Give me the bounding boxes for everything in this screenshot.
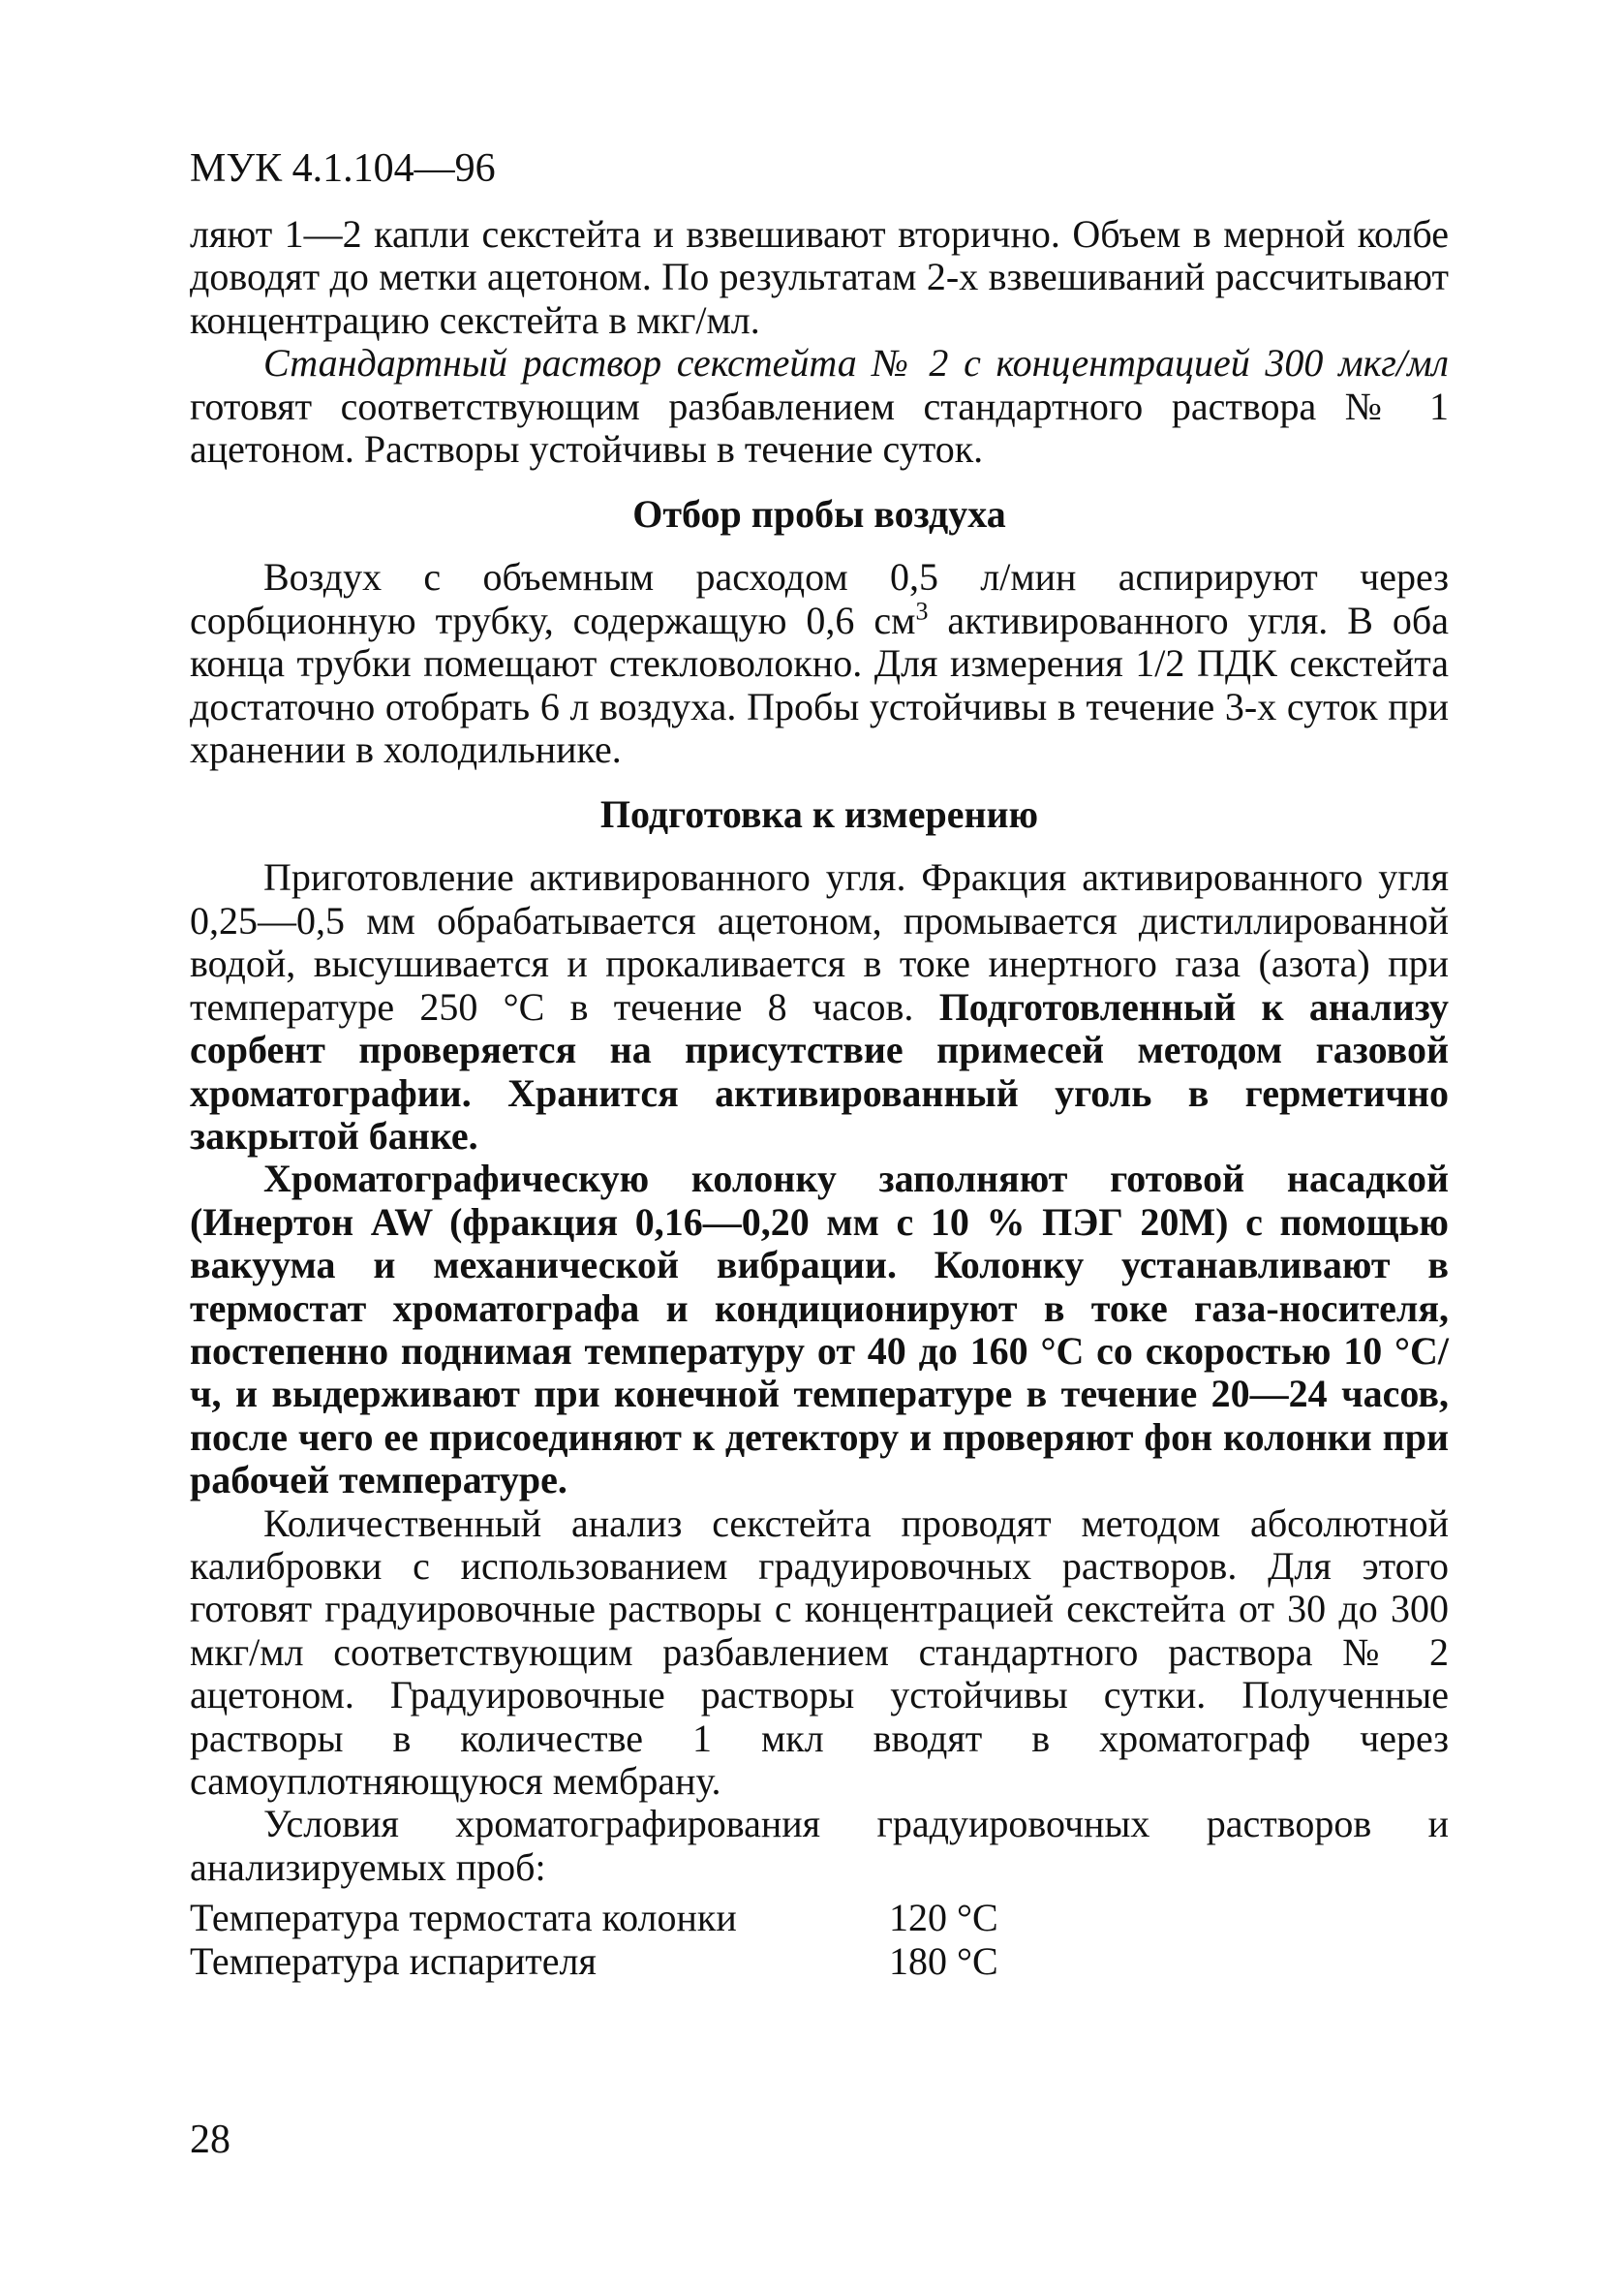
- condition-name: Температура испарителя: [190, 1938, 597, 1983]
- condition-row: [190, 1897, 1449, 1939]
- document-page: [190, 145, 1449, 1983]
- chromatography-conditions-table: [190, 1897, 1449, 1983]
- cubic-superscript: 3: [915, 597, 929, 626]
- sampling-text-start: Воздух с объемным расходом 0,5 л/мин аспирируют через сорбционную трубку, содержащую 0,6 см: [190, 555, 1449, 642]
- standard-solution-title: Стандартный раствор секстейта № 2 с концентрацией 300 мкг/мл: [263, 341, 1449, 386]
- preparation-paragraph-1: [190, 856, 1449, 1158]
- sorbent-check-text: Подготовленный к анализу сорбент проверяется на присутствие примесей методом газовой хроматографии. Хранится активированный уголь в герметично закрытой банке.: [190, 984, 1449, 1158]
- sampling-text-end: активированного угля. В оба конца трубки помещают стекловолокно. Для измерения 1/2 ПДК секстейта достаточно отобрать 6 л воздуха. Пробы устойчивы в течение 3-х суток при хранении в холодильнике.: [190, 598, 1449, 772]
- condition-value: 180 °С: [889, 1938, 998, 1983]
- standard-solution-text: готовят соответствующим разбавлением стандартного раствора № 1 ацетоном. Растворы устойчивы в течение суток.: [190, 384, 1449, 472]
- page-number: 28: [190, 2118, 230, 2162]
- condition-value: 120 °С: [889, 1896, 998, 1940]
- conditions-intro-paragraph: Условия хроматографирования градуировочных растворов и анализируемых проб:: [190, 1802, 1449, 1889]
- column-preparation-paragraph: Хроматографическую колонку заполняют готовой насадкой (Инертон AW (фракция 0,16—0,20 мм с 10 % ПЭГ 20М) с помощью вакуума и механической вибрации. Колонку устанавливают в термостат хроматографа и кондиционируют в токе газа-носителя, постепенно поднимая температуру от 40 до 160 °С со скоростью 10 °С/ч, и выдерживают при конечной температуре в течение 20—24 часов, после чего ее присоединяют к детектору и проверяют фон колонки при рабочей температуре.: [190, 1157, 1449, 1502]
- condition-name: Температура термостата колонки: [190, 1896, 737, 1940]
- charcoal-preparation-text: Приготовление активированного угля. Фракция активированного угля 0,25—0,5 мм обрабатывается ацетоном, промывается дистиллированной водой, высушивается и прокаливается в токе инертного газа (азота) при температуре 250 °С в течение 8 часов.: [190, 855, 1449, 1029]
- intro-paragraph-2: [190, 342, 1449, 471]
- condition-row: [190, 1940, 1449, 1983]
- section-heading-sampling: Отбор пробы воздуха: [632, 492, 1006, 537]
- sampling-paragraph: [190, 556, 1449, 771]
- document-code-header: МУК 4.1.104—96: [190, 146, 496, 191]
- calibration-paragraph: Количественный анализ секстейта проводят методом абсолютной калибровки с использованием градуировочных растворов. Для этого готовят градуировочные растворы с концентрацией секстейта от 30 до 300 мкг/мл соответствующим разбавлением стандартного раствора № 2 ацетоном. Градуировочные растворы устойчивы сутки. Полученные растворы в количестве 1 мкл вводят в хроматограф через самоуплотняющуюся мембрану.: [190, 1500, 1449, 1803]
- intro-paragraph-1: ляют 1—2 капли секстейта и взвешивают вторично. Объем в мерной колбе доводят до метки ацетоном. По результатам 2-х взвешиваний рассчитывают концентрацию секстейта в мкг/мл.: [190, 212, 1449, 342]
- section-heading-preparation: Подготовка к измерению: [599, 792, 1039, 837]
